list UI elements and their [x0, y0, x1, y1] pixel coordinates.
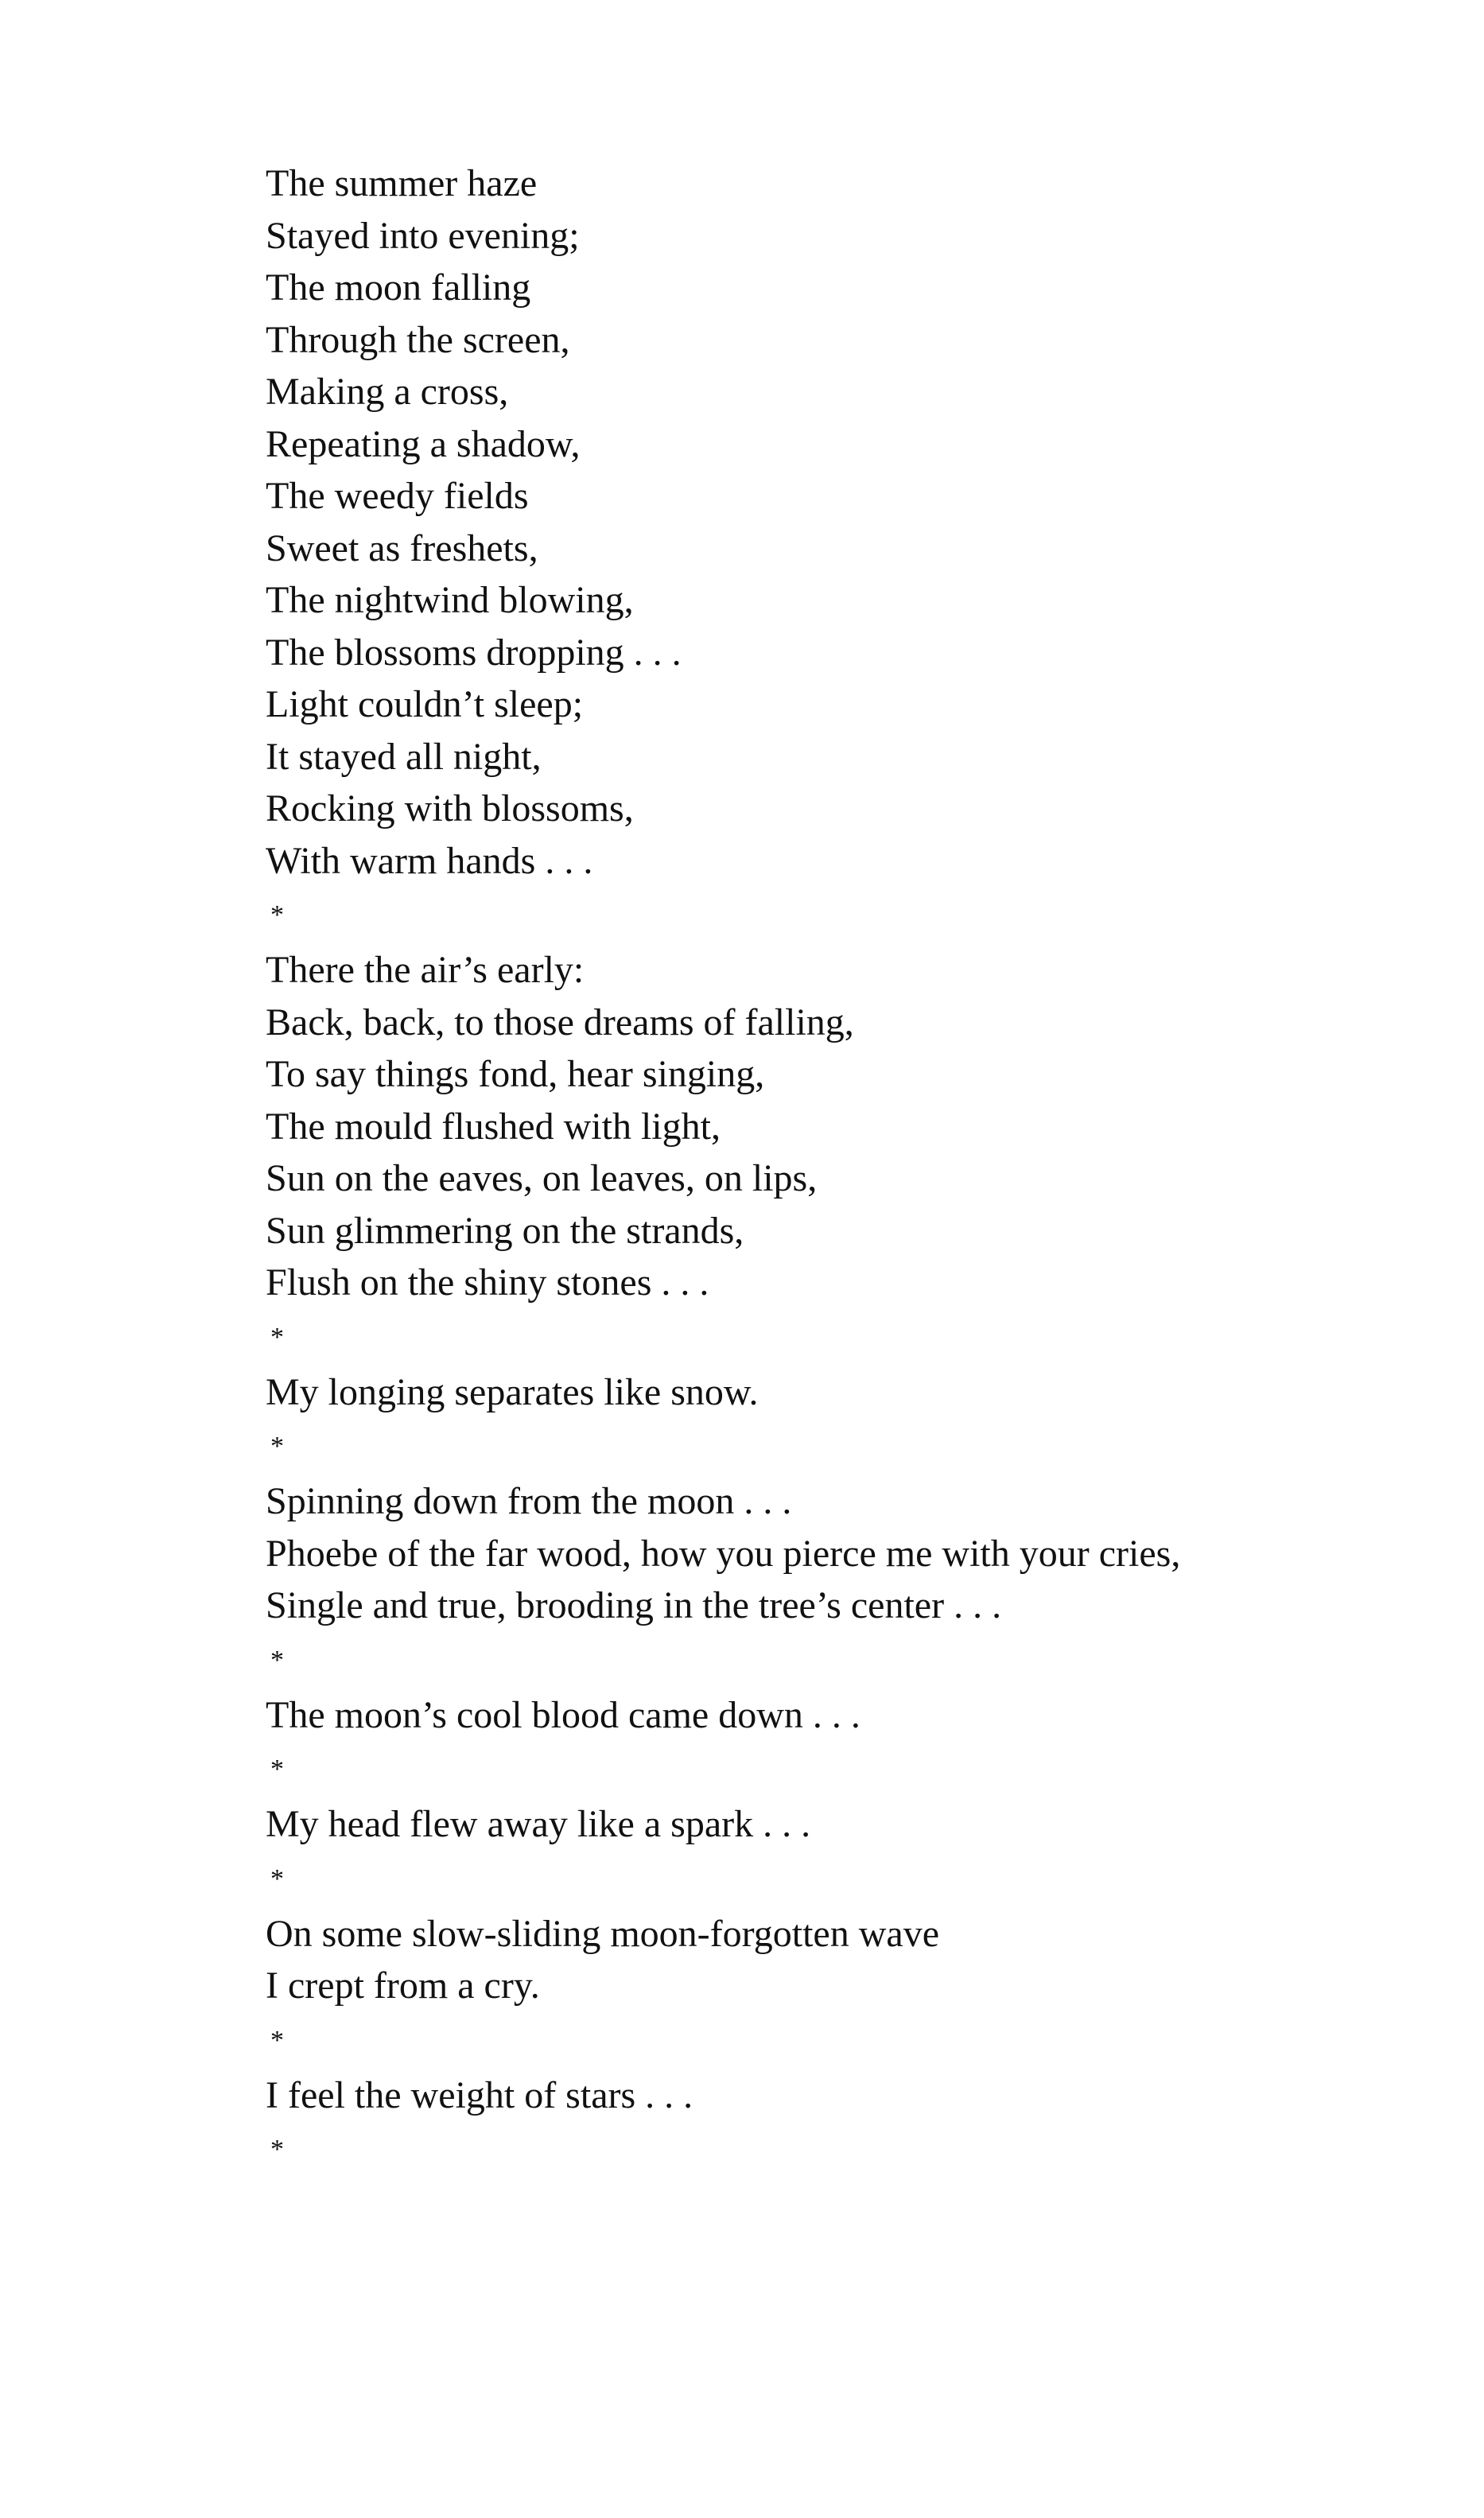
poem-line: Repeating a shadow,: [266, 422, 581, 465]
poem-line: Making a cross,: [266, 371, 509, 413]
section-separator: *: [270, 1754, 284, 1784]
section-separator: *: [270, 2025, 284, 2055]
poem-line: Spinning down from the moon . . .: [266, 1480, 792, 1522]
poem-line: Rocking with blossoms,: [266, 787, 634, 830]
poem-line: I feel the weight of stars . . .: [266, 2073, 693, 2116]
poem-line: Stayed into evening;: [266, 214, 580, 257]
section-separator: *: [270, 1863, 284, 1894]
section-separator: *: [270, 1432, 284, 1461]
poem-line: The moon falling: [266, 266, 531, 309]
poem-line: The blossoms dropping . . .: [266, 631, 682, 674]
stanza-1: [266, 157, 1395, 887]
poem-line: I crept from a cry.: [266, 1964, 540, 2007]
poem-line: Back, back, to those dreams of falling,: [266, 1001, 854, 1043]
stanza-4: [266, 1475, 1395, 1632]
poem-line: Sweet as freshets,: [266, 527, 538, 569]
stanza-6: [266, 1798, 1395, 1851]
poem-line: Light couldn’t sleep;: [266, 683, 584, 725]
stanza-7: [266, 1908, 1395, 2012]
poem-line: Through the screen,: [266, 318, 570, 361]
stanza-5: [266, 1689, 1395, 1742]
poem-line: My head flew away like a spark . . .: [266, 1803, 811, 1845]
poem-line: The weedy fields: [266, 475, 529, 517]
stanza-3: [266, 1366, 1395, 1419]
poem-line: Sun on the eaves, on leaves, on lips,: [266, 1157, 818, 1199]
poem-text: [266, 157, 1395, 2178]
poem-line: On some slow-sliding moon-forgotten wave: [266, 1912, 940, 1955]
poem-line: The moon’s cool blood came down . . .: [266, 1693, 860, 1736]
stanza-2: [266, 944, 1395, 1309]
section-separator: *: [270, 2135, 284, 2164]
stanza-8: [266, 2069, 1395, 2122]
poem-line: The nightwind blowing,: [266, 579, 634, 621]
poem-line: Flush on the shiny stones . . .: [266, 1261, 709, 1304]
section-separator: *: [270, 1322, 284, 1352]
section-separator: *: [270, 1645, 284, 1675]
poem-line: The summer haze: [266, 162, 538, 204]
poem-line: There the air’s early:: [266, 949, 585, 991]
poem-line: To say things fond, hear singing,: [266, 1053, 765, 1095]
poem-line: Sun glimmering on the strands,: [266, 1209, 744, 1252]
poem-line: My longing separates like snow.: [266, 1370, 759, 1413]
section-separator: *: [270, 900, 284, 930]
poem-line: The mould flushed with light,: [266, 1105, 721, 1148]
poem-line: It stayed all night,: [266, 735, 542, 778]
poem-line: Single and true, brooding in the tree’s center . . .: [266, 1584, 1002, 1626]
poem-line: Phoebe of the far wood, how you pierce me with your cries,: [266, 1532, 1181, 1575]
poem-line: With warm hands . . .: [266, 839, 593, 882]
